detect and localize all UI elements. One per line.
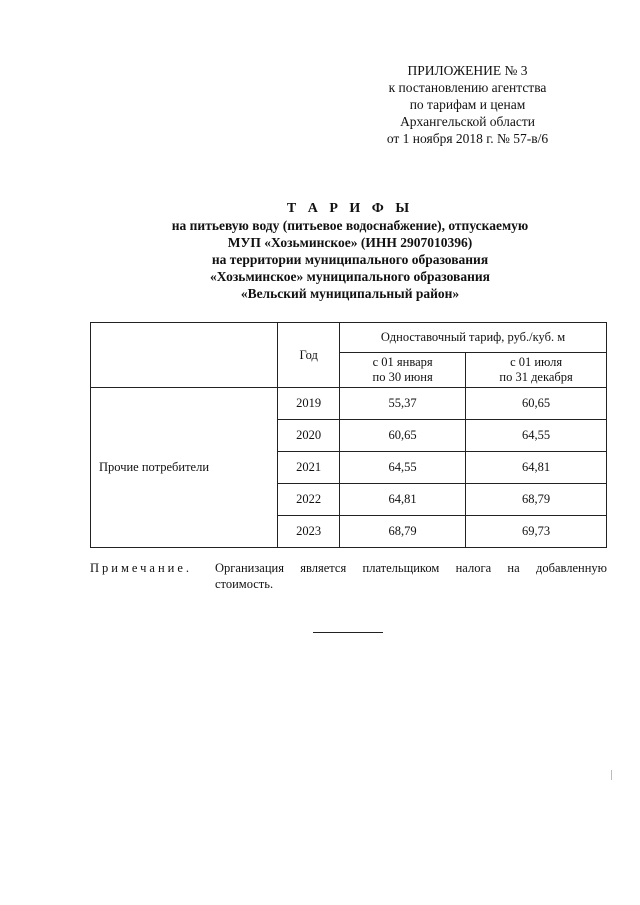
header-year: Год — [278, 323, 340, 388]
appendix-line-resolution: к постановлению агентства — [388, 80, 547, 95]
row-tariff-period-2: 69,73 — [466, 516, 607, 548]
row-tariff-period-1: 68,79 — [340, 516, 466, 548]
appendix-line-date: от 1 ноября 2018 г. № 57-в/6 — [386, 131, 549, 146]
row-year: 2020 — [278, 420, 340, 452]
row-year: 2021 — [278, 452, 340, 484]
period-1-to: по 30 июня — [372, 370, 433, 384]
title-line-organization: МУП «Хозьминское» (ИНН 2907010396) — [227, 235, 473, 250]
appendix-number: ПРИЛОЖЕНИЕ № 3 — [407, 63, 528, 78]
title-line-district: «Вельский муниципальный район» — [240, 286, 460, 301]
title-line-territory: на территории муниципального образования — [211, 252, 489, 267]
title-line-subject: на питьевую воду (питьевое водоснабжение), отпускаемую — [171, 218, 529, 233]
row-tariff-period-1: 55,37 — [340, 388, 466, 420]
tariff-table — [90, 322, 607, 548]
row-tariff-period-1: 60,65 — [340, 420, 466, 452]
row-tariff-period-2: 60,65 — [466, 388, 607, 420]
row-tariff-period-1: 64,81 — [340, 484, 466, 516]
note-text — [215, 560, 607, 592]
period-2-from: с 01 июля — [510, 355, 563, 369]
row-year: 2022 — [278, 484, 340, 516]
appendix-header — [360, 62, 575, 147]
row-year: 2019 — [278, 388, 340, 420]
title-line-municipality: «Хозьминское» муниципального образования — [210, 269, 490, 284]
header-period-1 — [340, 353, 466, 388]
note-label: Примечание. — [90, 561, 193, 575]
row-year: 2023 — [278, 516, 340, 548]
header-tariff: Одноставочный тариф, руб./куб. м — [340, 323, 607, 353]
row-tariff-period-2: 64,55 — [466, 420, 607, 452]
end-separator-line — [313, 632, 383, 633]
header-empty-cell — [91, 323, 278, 388]
table-row — [91, 388, 607, 420]
consumer-category: Прочие потребители — [91, 388, 278, 548]
row-tariff-period-1: 64,55 — [340, 452, 466, 484]
note-text-line-1: Организация является плательщиком налога на добавленную — [215, 561, 607, 575]
header-period-2 — [466, 353, 607, 388]
row-tariff-period-2: 68,79 — [466, 484, 607, 516]
row-tariff-period-2: 64,81 — [466, 452, 607, 484]
table-header-row — [91, 323, 607, 353]
appendix-line-agency: по тарифам и ценам — [409, 97, 526, 112]
scan-artifact — [611, 770, 612, 780]
period-2-to: по 31 декабря — [499, 370, 573, 384]
period-1-from: с 01 января — [372, 355, 433, 369]
appendix-line-region: Архангельской области — [400, 114, 535, 129]
title-main: Т А Р И Ф Ы — [286, 201, 414, 216]
document-title — [90, 200, 610, 302]
note-text-line-2: стоимость. — [215, 577, 274, 591]
